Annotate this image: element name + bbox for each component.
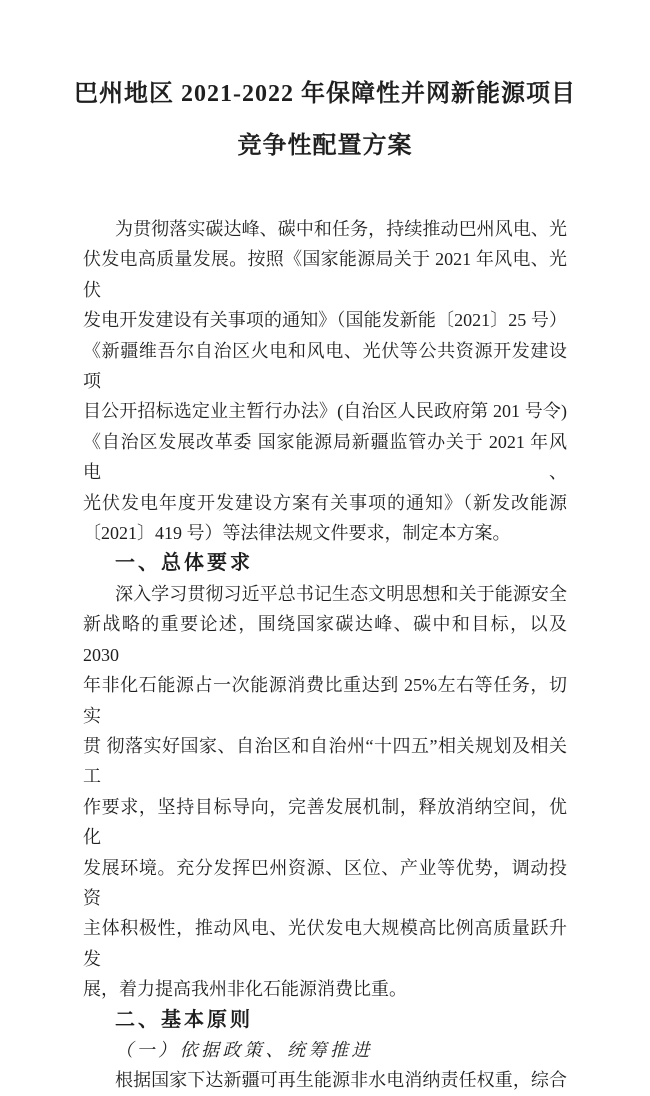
document-line: 发展环境。充分发挥巴州资源、区位、产业等优势，调动投资 [83,857,567,908]
document-line: 根据国家下达新疆可再生能源非水电消纳责任权重，综合 [115,1070,567,1091]
document-line: 二、基本原则 [115,1008,253,1031]
document-line: 作要求，坚持目标导向，完善发展机制，释放消纳空间，优化 [83,796,567,848]
document-line: 一、总体要求 [115,552,253,575]
document-line: 展，着力提高我州非化石能源消费比重。 [83,979,407,1000]
document-title-line-1: 巴州地区 2021-2022 年保障性并网新能源项目 [74,81,576,107]
document-line: 为贯彻落实碳达峰、碳中和任务，持续推动巴州风电、光 [115,219,567,239]
document-line: 年非化石能源占一次能源消费比重达到 25%左右等任务，切实 [83,675,567,726]
document-line: （一）依据政策、统筹推进 [115,1039,373,1060]
document-title-line-2: 竞争性配置方案 [237,133,413,159]
document-line: 目公开招标选定业主暂行办法》(自治区人民政府第 201 号令) [83,401,567,422]
document-line: 深入学习贯彻习近平总书记生态文明思想和关于能源安全 [115,583,567,604]
document-line: 《自治区发展改革委 国家能源局新疆监管办关于 2021 年风电、 [83,431,567,483]
document-body [83,214,567,1096]
document-line: 伏发电高质量发展。按照《国家能源局关于 2021 年风电、光伏 [83,249,567,300]
document-line: 〔2021〕419 号）等法律法规文件要求，制定本方案。 [83,523,511,544]
document-line: 光伏发电年度开发建设方案有关事项的通知》（新发改能源 [83,492,567,513]
document-line: 《新疆维吾尔自治区火电和风电、光伏等公共资源开发建设项 [83,340,567,392]
document-title [0,68,650,172]
document-line: 新战略的重要论述，围绕国家碳达峰、碳中和目标，以及 2030 [83,614,567,665]
document-line: 主体积极性，推动风电、光伏发电大规模高比例高质量跃升发 [83,918,567,969]
document-line: 发电开发建设有关事项的通知》（国能发新能〔2021〕25 号） [83,310,567,331]
document-line: 贯 彻落实好国家、自治区和自治州“十四五”相关规划及相关工 [83,735,567,787]
